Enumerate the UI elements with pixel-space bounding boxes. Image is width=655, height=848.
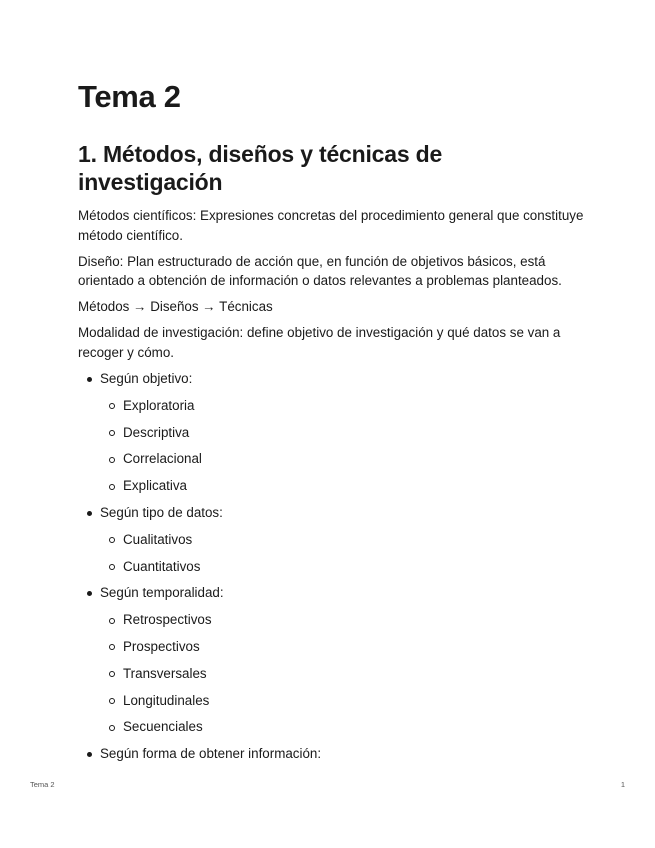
list-item-label: Según forma de obtener información:	[100, 746, 322, 762]
page-title: Tema 2	[78, 79, 181, 114]
sublist-item-label: Cualitativos	[123, 531, 193, 547]
sublist-item-label: Retrospectivos	[123, 612, 212, 628]
sublist-item	[100, 637, 588, 657]
page-content	[78, 78, 588, 771]
sublist-item-label: Cuantitativos	[123, 558, 201, 574]
circle-bullet-icon	[109, 457, 115, 463]
sublist-item	[100, 449, 588, 469]
circle-bullet-icon	[109, 644, 115, 650]
sublist-item	[100, 476, 588, 496]
sublist-item-label: Correlacional	[123, 451, 202, 467]
bullet-icon	[87, 752, 92, 757]
circle-bullet-icon	[109, 725, 115, 731]
bullet-icon	[87, 591, 92, 596]
list-item-label: Según objetivo:	[100, 371, 193, 386]
circle-bullet-icon	[109, 403, 115, 409]
sublist-item	[100, 664, 588, 684]
list-item-objetivo	[78, 369, 588, 496]
sublist-item	[100, 530, 588, 550]
paragraph-diseno: Diseño: Plan estructurado de acción que, en función de objetivos básicos, está orientado a obtención de información o datos relevantes a problemas planteados.	[78, 253, 562, 288]
list-item-label: Según tipo de datos:	[100, 504, 223, 520]
circle-bullet-icon	[109, 698, 115, 704]
footer-page-number: 1	[620, 780, 625, 789]
list-item-forma-obtener	[78, 744, 588, 764]
sublist-item-label: Prospectivos	[123, 638, 200, 654]
paragraph-metodos: Métodos científicos: Expresiones concretas del procedimiento general que constituye método científico.	[78, 208, 584, 243]
circle-bullet-icon	[109, 618, 115, 624]
list-item-temporalidad	[78, 583, 588, 736]
sublist-item-label: Transversales	[123, 665, 207, 681]
sublist-item-label: Longitudinales	[123, 692, 210, 708]
sublist-tipo-datos	[100, 530, 588, 576]
sublist-item	[100, 610, 588, 630]
sublist-item	[100, 691, 588, 711]
sublist-objetivo	[100, 396, 588, 496]
bullet-icon	[87, 511, 92, 516]
sublist-item	[100, 423, 588, 443]
circle-bullet-icon	[109, 484, 115, 490]
sublist-item	[100, 396, 588, 416]
circle-bullet-icon	[109, 564, 115, 570]
classification-list	[78, 369, 588, 764]
sublist-item	[100, 717, 588, 737]
paragraph-flow: Métodos → Diseños → Técnicas	[78, 299, 273, 314]
sublist-item-label: Explicativa	[123, 478, 188, 494]
list-item-tipo-datos	[78, 503, 588, 576]
footer-document-name: Tema 2	[30, 780, 55, 789]
sublist-item-label: Secuenciales	[123, 719, 203, 735]
circle-bullet-icon	[109, 537, 115, 543]
circle-bullet-icon	[109, 671, 115, 677]
sublist-item	[100, 557, 588, 577]
sublist-item-label: Descriptiva	[123, 424, 190, 440]
bullet-icon	[87, 377, 92, 382]
section-heading: 1. Métodos, diseños y técnicas de investigación	[78, 141, 443, 195]
sublist-item-label: Exploratoria	[123, 397, 195, 413]
circle-bullet-icon	[109, 430, 115, 436]
paragraph-modalidad: Modalidad de investigación: define objetivo de investigación y qué datos se van a recoger y cómo.	[78, 325, 561, 360]
sublist-temporalidad	[100, 610, 588, 737]
list-item-label: Según temporalidad:	[100, 585, 224, 601]
